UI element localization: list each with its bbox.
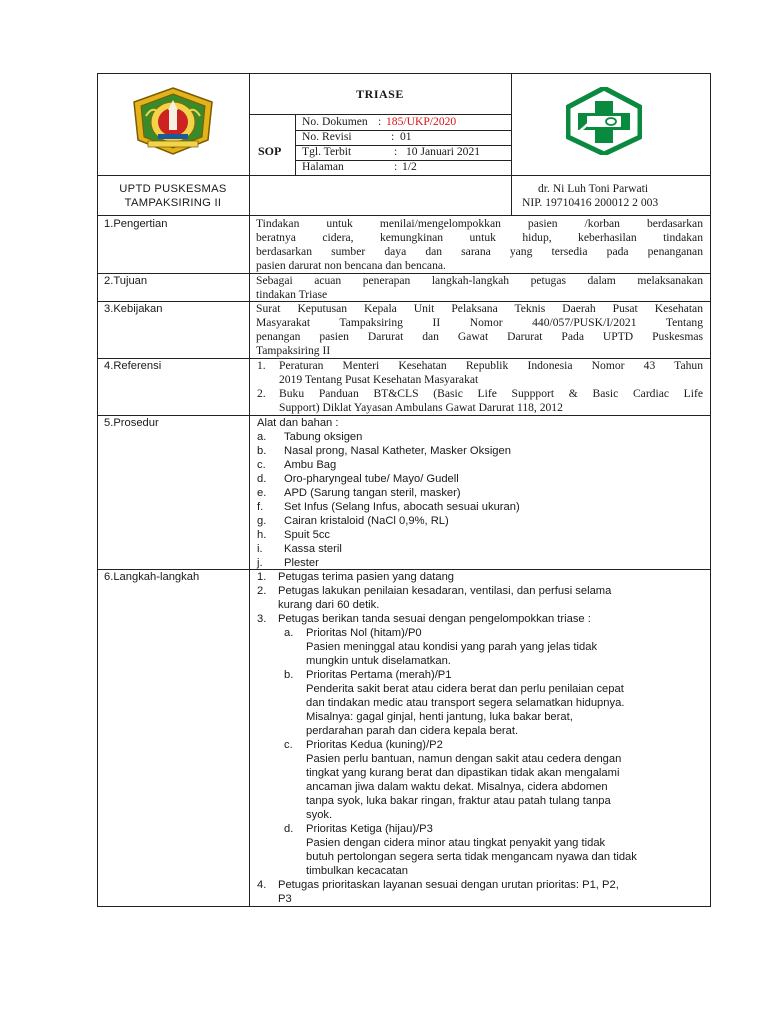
step-text: P3	[278, 893, 292, 905]
prosedur-item: Cairan kristaloid (NaCl 0,9%, RL)	[284, 515, 449, 527]
doc-field-label-terbit: Tgl. Terbit	[302, 145, 352, 158]
prosedur-item-letter: b.	[257, 445, 267, 457]
step-text: Petugas terima pasien yang datang	[278, 571, 455, 583]
prosedur-item-letter: f.	[257, 501, 264, 513]
section-label-prosedur: 5.Prosedur	[104, 417, 159, 429]
prosedur-item-letter: e.	[257, 487, 267, 499]
kebijakan-line: Surat Keputusan Kepala Unit Pelaksana Teknis Daerah Pusat Kesehatan	[256, 302, 703, 315]
prosedur-item: Tabung oksigen	[284, 431, 363, 443]
pengertian-line: berdasarkan sumber daya dan sarana yang tersedia pada penanganan	[256, 245, 703, 258]
puskesmas-logo	[566, 87, 642, 155]
priority-desc: Penderita sakit berat atau cidera berat dan perlu penilaian cepat	[306, 683, 624, 695]
prosedur-item-letter: g.	[257, 515, 267, 527]
priority-desc: Pasien perlu bantuan, namun dengan sakit atau cedera dengan	[306, 753, 622, 765]
regency-seal-logo	[128, 86, 218, 156]
priority-desc: tanpa syok, luka bakar ringan, fraktur atau patah tulang tanpa	[306, 795, 611, 807]
doc-field-value-terbit: 10 Januari 2021	[406, 145, 481, 158]
priority-desc: dan tindakan medic atau transport segera selamatkan hidupnya.	[306, 697, 625, 709]
prosedur-item: APD (Sarung tangan steril, masker)	[284, 487, 461, 499]
pengertian-line: Tindakan untuk menilai/mengelompokkan pasien /korban berdasarkan	[256, 217, 703, 230]
step-number: 2.	[257, 585, 267, 597]
kebijakan-line: penangan pasien Darurat dan Gawat Darurat Pada UPTD Puskesmas	[256, 330, 703, 343]
step-number: 3.	[257, 613, 267, 625]
org-name-line2: TAMPAKSIRING II	[124, 197, 222, 209]
kebijakan-line: Tampaksiring II	[256, 344, 331, 357]
step-number: 1.	[257, 571, 267, 583]
section-label-langkah: 6.Langkah-langkah	[104, 571, 200, 583]
prosedur-item-letter: j.	[257, 557, 263, 569]
section-label-kebijakan: 3.Kebijakan	[104, 303, 163, 315]
priority-desc: mungkin untuk diselamatkan.	[306, 655, 451, 667]
priority-letter: c.	[284, 739, 293, 751]
priority-title: Prioritas Nol (hitam)/P0	[306, 627, 422, 639]
step-text: Petugas lakukan penilaian kesadaran, ventilasi, dan perfusi selama	[278, 585, 612, 597]
section-label-pengertian: 1.Pengertian	[104, 218, 168, 230]
prosedur-item: Plester	[284, 557, 319, 569]
priority-letter: d.	[284, 823, 294, 835]
doc-field-value-revisi: 01	[400, 130, 412, 143]
regency-seal-icon	[128, 86, 218, 156]
green-cross-icon	[566, 87, 642, 155]
priority-title: Prioritas Pertama (merah)/P1	[306, 669, 452, 681]
section-label-referensi: 4.Referensi	[104, 360, 162, 372]
step-text: Petugas prioritaskan layanan sesuai dengan urutan prioritas: P1, P2,	[278, 879, 619, 891]
prosedur-item-letter: i.	[257, 543, 263, 555]
prosedur-intro: Alat dan bahan :	[257, 417, 339, 429]
priority-desc: tingkat yang kurang berat dan dipastikan tidak akan mengalami	[306, 767, 620, 779]
prosedur-item-letter: d.	[257, 473, 267, 485]
priority-letter: b.	[284, 669, 294, 681]
prosedur-item-letter: c.	[257, 459, 266, 471]
prosedur-item: Nasal prong, Nasal Katheter, Masker Oksigen	[284, 445, 511, 457]
prosedur-item: Set Infus (Selang Infus, abocath sesuai ukuran)	[284, 501, 520, 513]
priority-desc: Pasien dengan cidera minor atau tingkat penyakit yang tidak	[306, 837, 606, 849]
priority-desc: timbulkan kecacatan	[306, 865, 408, 877]
signer-nip: NIP. 19710416 200012 2 003	[522, 196, 659, 209]
prosedur-item: Kassa steril	[284, 543, 342, 555]
pengertian-line: beratnya cidera, kemungkinan untuk hidup, keberhasilan tindakan	[256, 231, 703, 244]
document-title: TRIASE	[356, 87, 404, 101]
tujuan-line: Sebagai acuan penerapan langkah-langkah petugas dalam melaksanakan	[256, 274, 703, 287]
tujuan-line: tindakan Triase	[256, 288, 328, 301]
prosedur-item-letter: a.	[257, 431, 267, 443]
priority-title: Prioritas Kedua (kuning)/P2	[306, 739, 443, 751]
doc-field-value-nomor: 185/UKP/2020	[386, 115, 457, 128]
priority-desc: perdarahan parah dan cidera kepala berat.	[306, 725, 519, 737]
priority-letter: a.	[284, 627, 294, 639]
section-label-tujuan: 2.Tujuan	[104, 275, 148, 287]
step-text: Petugas berikan tanda sesuai dengan pengelompokkan triase :	[278, 613, 591, 625]
doc-field-label-revisi: No. Revisi	[302, 130, 352, 143]
referensi-number: 2.	[257, 387, 266, 400]
step-number: 4.	[257, 879, 267, 891]
priority-title: Prioritas Ketiga (hijau)/P3	[306, 823, 433, 835]
priority-desc: ancaman jiwa dalam waktu dekat. Misalnya, cidera abdomen	[306, 781, 608, 793]
doc-field-label-nomor: No. Dokumen	[302, 115, 368, 128]
signer-name: dr. Ni Luh Toni Parwati	[538, 182, 649, 195]
prosedur-item-letter: h.	[257, 529, 267, 541]
doc-field-value-halaman: 1/2	[402, 160, 417, 173]
referensi-line: Peraturan Menteri Kesehatan Republik Indonesia Nomor 43 Tahun	[279, 359, 703, 372]
priority-desc: Pasien meninggal atau kondisi yang parah yang jelas tidak	[306, 641, 598, 653]
prosedur-item: Ambu Bag	[284, 459, 337, 471]
doc-field-label-halaman: Halaman	[302, 160, 344, 173]
prosedur-item: Oro-pharyngeal tube/ Mayo/ Gudell	[284, 473, 459, 485]
pengertian-line: pasien darurat non bencana dan bencana.	[256, 259, 446, 272]
priority-desc: syok.	[306, 809, 333, 821]
org-name-line1: UPTD PUSKESMAS	[119, 183, 227, 195]
referensi-number: 1.	[257, 359, 266, 372]
referensi-line: 2019 Tentang Pusat Kesehatan Masyarakat	[279, 373, 479, 386]
sop-label: SOP	[258, 144, 282, 158]
step-text: kurang dari 60 detik.	[278, 599, 380, 611]
referensi-line: Support) Diklat Yayasan Ambulans Gawat Darurat 118, 2012	[279, 401, 563, 414]
prosedur-item: Spuit 5cc	[284, 529, 331, 541]
priority-desc: Misalnya: gagal ginjal, henti jantung, luka bakar berat,	[306, 711, 573, 723]
priority-desc: butuh pertolongan segera serta tidak mengancam nyawa dan tidak	[306, 851, 637, 863]
referensi-line: Buku Panduan BT&CLS (Basic Life Suppport & Basic Cardiac Life	[279, 387, 703, 400]
kebijakan-line: Masyarakat Tampaksiring II Nomor 440/057/PUSK/I/2021 Tentang	[256, 316, 703, 329]
